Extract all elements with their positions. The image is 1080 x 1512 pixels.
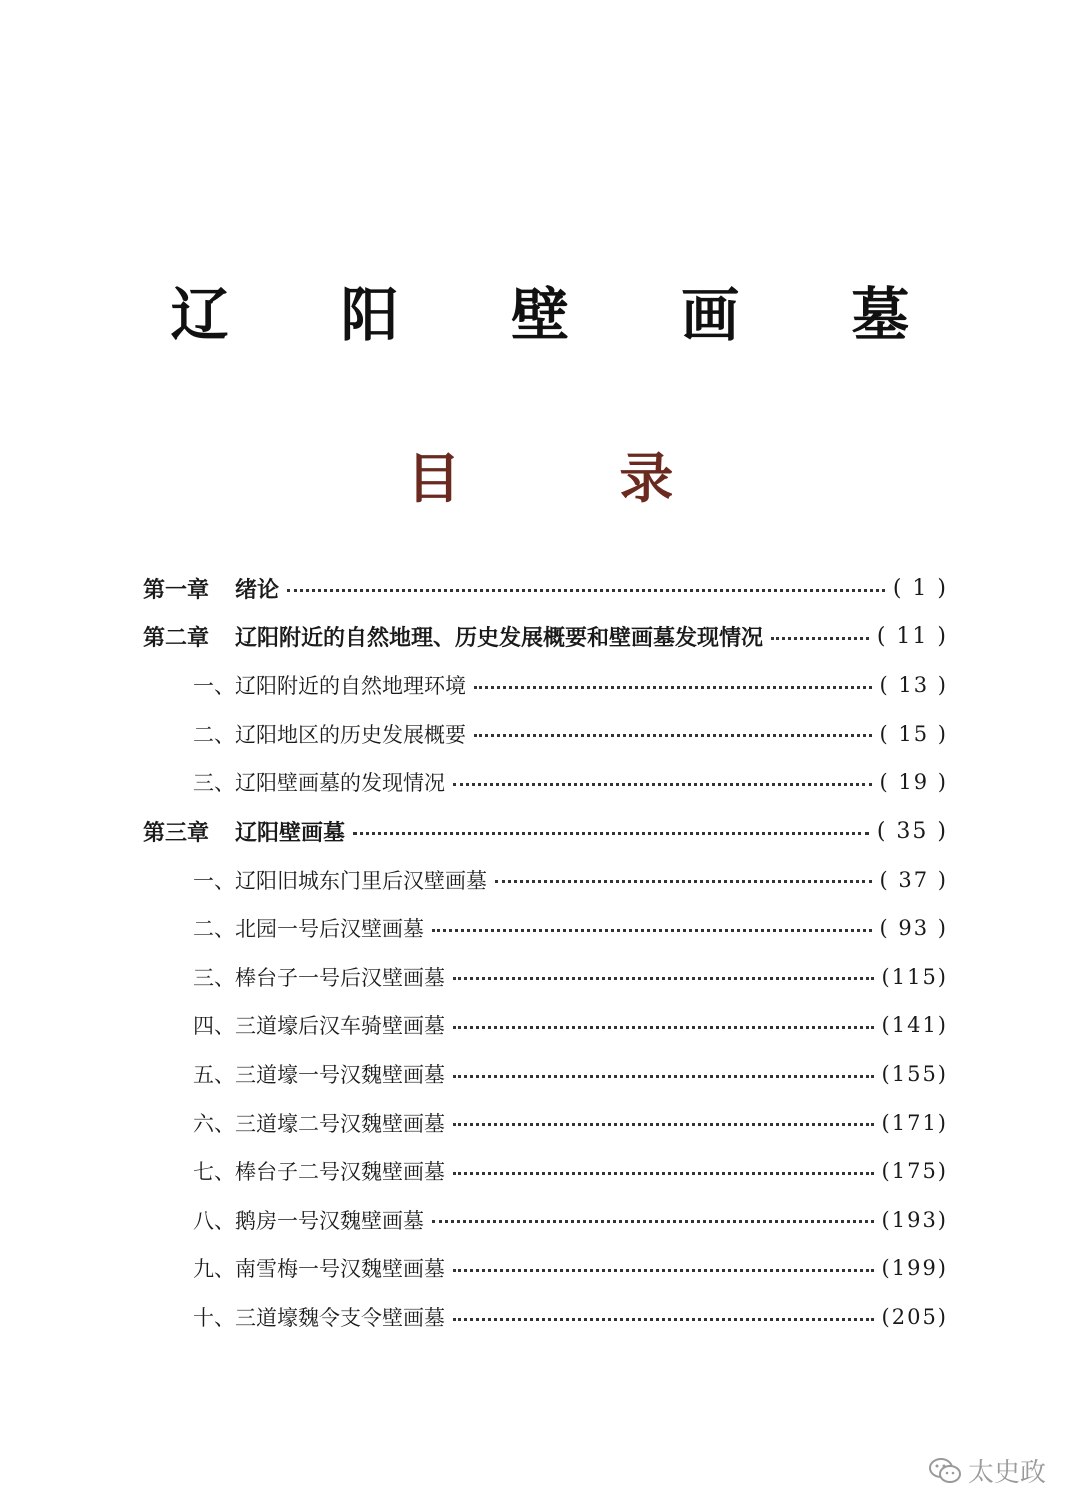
wechat-icon [928,1457,962,1485]
toc-entry-title: 二、辽阳地区的历史发展概要 [193,722,466,747]
toc-entry-title: 八、鹅房一号汉魏壁画墓 [193,1208,424,1233]
toc-section-row [193,1101,948,1145]
page-number: ( 35 ) [876,818,948,844]
dot-leader [453,1075,874,1078]
book-title: 辽 阳 壁 画 墓 [170,281,956,349]
toc-section-row [193,663,948,707]
toc-section-row [193,1003,948,1047]
toc-entry-title: 辽阳壁画墓 [235,819,346,846]
page-number: (205) [881,1305,948,1329]
watermark-text: 太史政 [968,1458,1047,1488]
toc-section-row [193,1295,948,1339]
toc-entry-title: 辽阳附近的自然地理、历史发展概要和壁画墓发现情况 [235,625,764,652]
dot-leader [771,637,869,640]
toc-entry-title: 九、南雪梅一号汉魏壁画墓 [193,1257,445,1282]
dot-leader [432,1220,874,1223]
toc-entry-title: 一、辽阳附近的自然地理环境 [193,674,466,699]
toc-entry-title: 二、北园一号后汉壁画墓 [193,917,424,942]
toc-chapter-row [143,809,948,853]
dot-leader [495,880,872,883]
page-number: (155) [881,1062,948,1086]
toc-entry-title: 五、三道壕一号汉魏壁画墓 [193,1063,445,1087]
dot-leader [287,589,885,592]
chapter-number: 第一章 [143,576,210,603]
toc-entry-title: 四、三道壕后汉车骑壁画墓 [193,1014,445,1039]
dot-leader [453,783,872,786]
page-number: ( 13 ) [879,673,948,698]
toc-entry-title: 七、棒台子二号汉魏壁画墓 [193,1160,445,1185]
dot-leader [353,832,869,835]
toc-entry-title: 三、辽阳壁画墓的发现情况 [193,771,445,796]
toc-chapter-row [143,566,948,610]
page-number: ( 1 ) [892,575,948,601]
chapter-number: 第三章 [143,819,210,846]
toc-heading: 目 录 [406,446,744,510]
toc-entry-title: 六、三道壕二号汉魏壁画墓 [193,1111,445,1136]
page-number: (193) [881,1207,948,1232]
page-number: (199) [881,1256,948,1281]
toc-entry-title: 十、三道壕魏令支令壁画墓 [193,1306,445,1330]
watermark [928,1452,1046,1489]
dot-leader [453,1123,874,1126]
page-number: (141) [881,1013,948,1038]
toc-chapter-row [143,615,948,659]
page-number: ( 15 ) [879,721,948,746]
page-number: ( 11 ) [876,624,948,650]
page-number: ( 37 ) [879,867,948,892]
dot-leader [453,1318,874,1321]
dot-leader [453,977,874,980]
toc-section-row [193,1246,948,1290]
page-number: ( 19 ) [879,770,948,795]
page-number: ( 93 ) [879,916,948,941]
dot-leader [432,929,872,932]
toc-entry-title: 一、辽阳旧城东门里后汉壁画墓 [193,868,487,893]
dot-leader [474,686,872,689]
toc-section-row [193,955,948,999]
dot-leader [453,1172,874,1175]
toc-entry-title: 绪论 [235,576,280,603]
toc-section-row [193,858,948,902]
chapter-number: 第二章 [143,625,210,652]
toc-section-row [193,712,948,756]
toc-entry-title: 三、棒台子一号后汉壁画墓 [193,965,445,990]
toc-section-row [193,1198,948,1242]
page-number: (175) [881,1159,948,1184]
toc-section-row [193,1149,948,1193]
toc-section-row [193,906,948,950]
dot-leader [453,1269,874,1272]
page-number: (171) [881,1110,948,1135]
page-number: (115) [881,964,948,989]
toc-section-row [193,1052,948,1096]
dot-leader [474,734,872,737]
toc-section-row [193,760,948,804]
dot-leader [453,1026,874,1029]
